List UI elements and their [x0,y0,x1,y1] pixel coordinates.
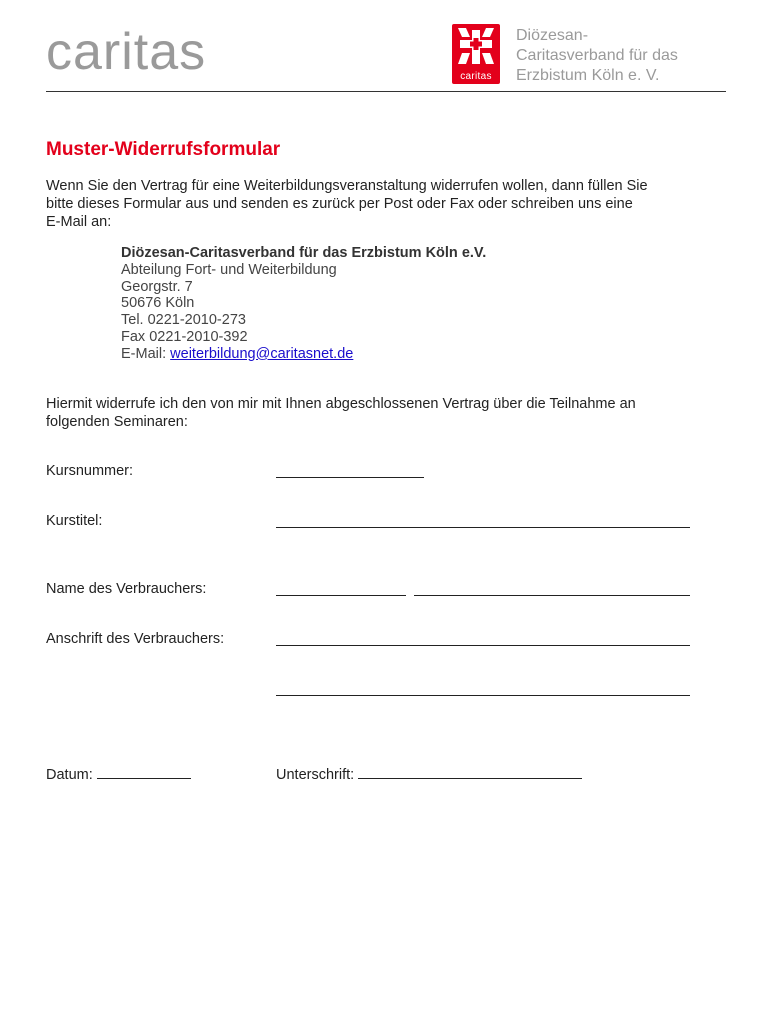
revocation-statement [46,395,706,431]
address-city: 50676 Köln [121,295,195,312]
course-number-label: Kursnummer: [46,463,134,479]
course-number-field[interactable] [276,477,424,478]
address-fax: Fax 0221-2010-392 [121,328,248,345]
consumer-name-label: Name des Verbrauchers: [46,581,207,597]
intro-line: Wenn Sie den Vertrag für eine Weiterbildungsveranstaltung widerrufen wollen, dann füllen Sie [46,178,648,194]
consumer-address-field-1[interactable] [276,645,690,646]
intro-line: E-Mail an: [46,214,112,230]
course-title-field[interactable] [276,527,690,528]
consumer-first-name-field[interactable] [276,595,406,596]
date-label: Datum: [46,767,93,783]
address-email-line [121,346,486,363]
flame-cross-icon [452,24,500,72]
date-field[interactable] [97,765,191,779]
address-phone: Tel. 0221-2010-273 [121,312,246,329]
consumer-address-label: Anschrift des Verbrauchers: [46,631,225,647]
address-street: Georgstr. 7 [121,278,193,295]
date-field-group [46,765,191,783]
revoke-line: folgenden Seminaren: [46,414,188,430]
signature-label: Unterschrift: [276,767,355,783]
org-line: Diözesan- [516,27,589,44]
consumer-last-name-field[interactable] [414,595,690,596]
brand-wordmark: caritas [46,23,207,81]
intro-line: bitte dieses Formular aus und senden es zurück per Post oder Fax oder schreiben uns eine [46,196,633,212]
org-line: Erzbistum Köln e. V. [516,67,660,84]
logo-label: caritas [460,71,492,82]
organization-heading [516,26,736,86]
consumer-address-field-2[interactable] [276,695,690,696]
header-divider [46,91,726,92]
caritas-logo [452,24,500,84]
intro-paragraph [46,177,706,231]
address-department: Abteilung Fort- und Weiterbildung [121,261,337,278]
email-link[interactable]: weiterbildung@caritasnet.de [170,345,354,362]
address-org: Diözesan-Caritasverband für das Erzbistum Köln e.V. [121,245,487,261]
document-title: Muster-Widerrufsformular [46,139,281,160]
revoke-line: Hiermit widerrufe ich den von mir mit Ihnen abgeschlossenen Vertrag über die Teilnahme an [46,396,636,412]
org-line: Caritasverband für das [516,47,678,64]
course-title-label: Kurstitel: [46,513,103,529]
signature-field-group [276,765,582,783]
email-prefix: E-Mail: [121,345,171,362]
signature-field[interactable] [358,765,582,779]
address-block [121,245,486,363]
